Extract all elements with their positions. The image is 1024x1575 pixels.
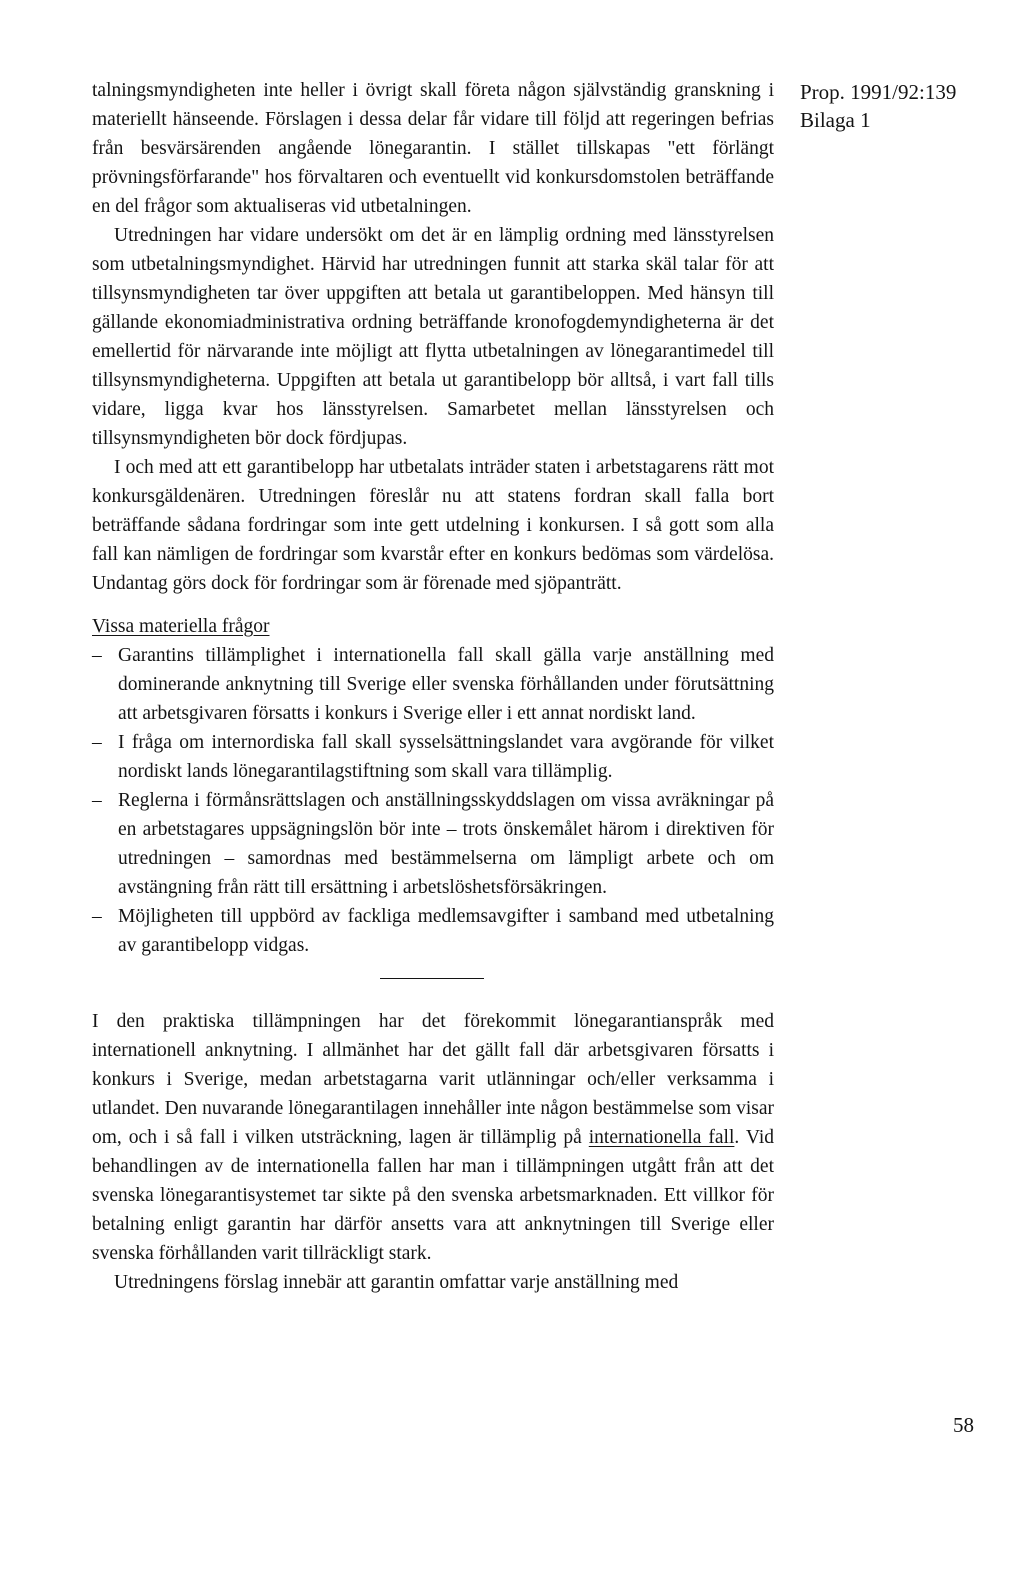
paragraph-2: Utredningen har vidare undersökt om det är en lämplig ordning med länsstyrelsen som utbetalningsmyndighet. Härvid har utredningen funnit att starka skäl talar för att tillsynsmyndigheten tar över uppgiften att betala ut garantibeloppen. Med hänsyn till gällande ekonomiadministrativa ordning beträffande kronofogdemyndigheterna är det emellertid för närvarande inte möjligt att flytta utbetalningen av lönegarantimedel till tillsynsmyndigheterna. Uppgiften att betala ut garantibelopp bör alltså, i vart fall tills vidare, ligga kvar hos länsstyrelsen. Samarbetet mellan länsstyrelsen och tillsynsmyndigheten bör dock fördjupas. [92,225,774,449]
paragraph-5: Utredningens förslag innebär att garantin omfattar varje anställning med [114,1272,679,1293]
paragraph-4 [92,1007,774,1268]
list-item [92,786,774,902]
appendix-label: Bilaga 1 [800,108,871,132]
paragraph-3: I och med att ett garantibelopp har utbetalats inträder staten i arbetstagarens rätt mot konkursgäldenären. Utredningen föreslår nu att statens fordran skall falla bort beträffande sådana fordringar som inte gett utdelning i konkursen. I så gott som alla fall kan nämligen de fordringar som kvarstår efter en konkurs bedömas som värdelösa. Undantag görs dock för fordringar som är förenade med sjöpanträtt. [92,457,774,594]
list-item [92,641,774,728]
list-dash: – [92,906,102,927]
margin-header [800,78,956,134]
list-item-text: Möjligheten till uppbörd av fackliga medlemsavgifter i samband med utbetalning av garantibelopp vidgas. [118,906,774,956]
findings-list [92,641,774,960]
paragraph-4-end: . Vid behandlingen av de internationella fallen har man i tillämpningen utgått från att det svenska lönegarantisystemet tar sikte på den svenska arbetsmarknaden. Ett villkor för betalning enligt garantin har därför ansetts vara att anknytningen till Sverige eller svenska förhållanden varit tillräckligt stark. [92,1127,775,1264]
list-item [92,902,774,960]
list-item [92,728,774,786]
section-separator [380,978,484,979]
main-text [92,76,774,1297]
list-dash: – [92,732,102,753]
list-item-text: Reglerna i förmånsrättslagen och anställningsskyddslagen om vissa avräkningar på en arbetstagares uppsägningslön bör inte – trots önskemålet härom i direktiven för utredningen – samordnas med bestämmelserna om lämpligt arbete och om avstängning från rätt till ersättning i arbetslöshetsförsäkringen. [118,790,774,898]
section-heading: Vissa materiella frågor [92,616,270,637]
list-item-text: Garantins tillämplighet i internationella fall skall gälla varje anställning med dominerande anknytning till Sverige eller svenska förhållanden under förutsättning att arbetsgivaren försatts i konkurs i Sverige eller i ett annat nordiskt land. [118,645,774,724]
page-number: 58 [953,1413,974,1437]
list-dash: – [92,790,102,811]
proposition-number: Prop. 1991/92:139 [800,80,957,104]
underlined-phrase: internationella fall [588,1127,735,1148]
list-item-text: I fråga om internordiska fall skall sysselsättningslandet vara avgörande för vilket nordiskt lands lönegarantilagstiftning som skall vara tillämplig. [118,732,774,782]
list-dash: – [92,645,102,666]
paragraph-4-start: I den praktiska tillämpningen har det förekommit lönegarantianspråk med internationell anknytning. I allmänhet har det gällt fall där arbetsgivaren försatts i konkurs i Sverige, medan arbetstagarna varit utlänningar och/eller verksamma i utlandet. Den nuvarande lönegarantilagen innehåller inte någon bestämmelse som visar om, och i så fall i vilken utsträckning, lagen är tillämplig på [92,1011,774,1148]
paragraph-1: talningsmyndigheten inte heller i övrigt skall företa någon självständig granskning i materiellt hänseende. Förslagen i dessa delar får vidare till följd att regeringen befrias från besvärsärenden angående lönegarantin. I stället tillskapas "ett förlängt prövningsförfarande" hos förvaltaren och eventuellt vid konkursdomstolen beträffande en del frågor som aktualiseras vid utbetalningen. [92,80,774,217]
